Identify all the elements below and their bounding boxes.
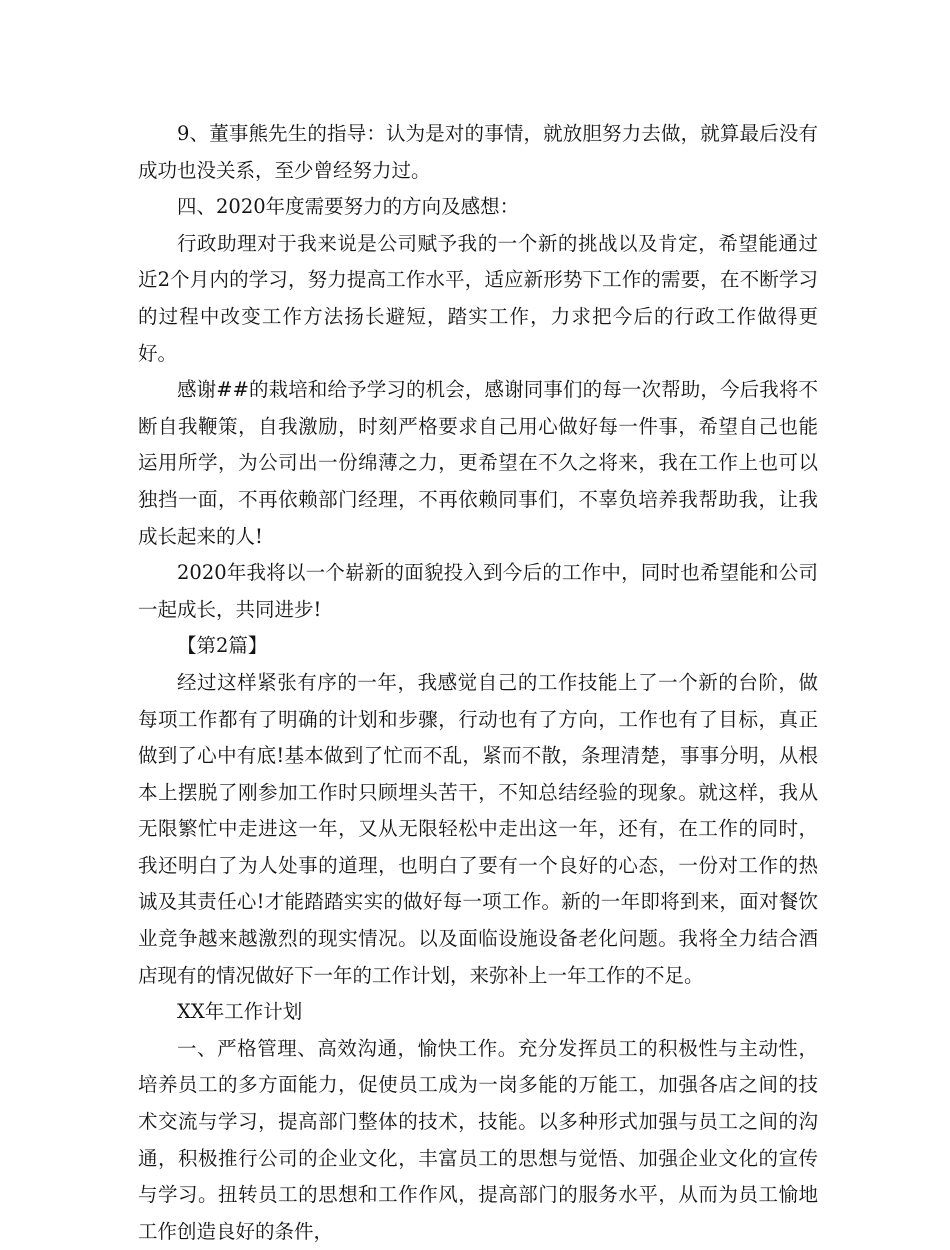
paragraph-year-summary: 经过这样紧张有序的一年，我感觉自己的工作技能上了一个新的台阶，做每项工作都有了明确的计划和步骤，行动也有了方向，工作也有了目标，真正做到了心中有底!基本做到了忙而不乱，紧而不散，条理清楚，事事分明，从根本上摆脱了刚参加工作时只顾埋头苦干，不知总结经验的现象。就这样，我从无限繁忙中走进这一年，又从无限轻松中走出这一年，还有，在工作的同时，我还明白了为人处事的道理，也明白了要有一个良好的心态，一份对工作的热诚及其责任心!才能踏踏实实的做好每一项工作。新的一年即将到来，面对餐饮业竞争越来越激烈的现实情况。以及面临设施设备老化问题。我将全力结合酒店现有的情况做好下一年的工作计划，来弥补上一年工作的不足。 [138,670,818,987]
paragraph-admin-assistant: 行政助理对于我来说是公司赋予我的一个新的挑战以及肯定，希望能通过近2个月内的学习，努力提高工作水平，适应新形势下工作的需要，在不断学习的过程中改变工作方法扬长避短，踏实工作，力求把今后的行政工作做得更好。 [138,231,818,365]
paragraph-plan-item-1: 一、严格管理、高效沟通，愉快工作。充分发挥员工的积极性与主动性，培养员工的多方面能力，促使员工成为一岗多能的万能工，加强各店之间的技术交流与学习，提高部门整体的技术，技能。以多种形式加强与员工之间的沟通，积极推行公司的企业文化，丰富员工的思想与觉悟、加强企业文化的宣传与学习。扭转员工的思想和工作作风，提高部门的服务水平，从而为员工愉地工作创造良好的条件， [138,1036,818,1243]
section-heading-work-plan: XX年工作计划 [177,1000,303,1024]
document-body [138,116,818,1250]
paragraph-2020-outlook: 2020年我将以一个崭新的面貌投入到今后的工作中，同时也希望能和公司一起成长，共同进步! [138,561,818,621]
section-heading-2020-direction: 四、2020年度需要努力的方向及感想： [177,195,520,219]
article-heading-part-2: 【第2篇】 [177,634,268,658]
paragraph-guidance: 9、董事熊先生的指导：认为是对的事情，就放胆努力去做，就算最后没有成功也没关系，至少曾经努力过。 [138,122,818,182]
paragraph-thanks: 感谢##的栽培和给予学习的机会，感谢同事们的每一次帮助，今后我将不断自我鞭策，自我激励，时刻严格要求自己用心做好每一件事，希望自己也能运用所学，为公司出一份绵薄之力，更希望在不久之将来，我在工作上也可以独挡一面，不再依赖部门经理，不再依赖同事们，不辜负培养我帮助我，让我成长起来的人! [138,378,818,548]
